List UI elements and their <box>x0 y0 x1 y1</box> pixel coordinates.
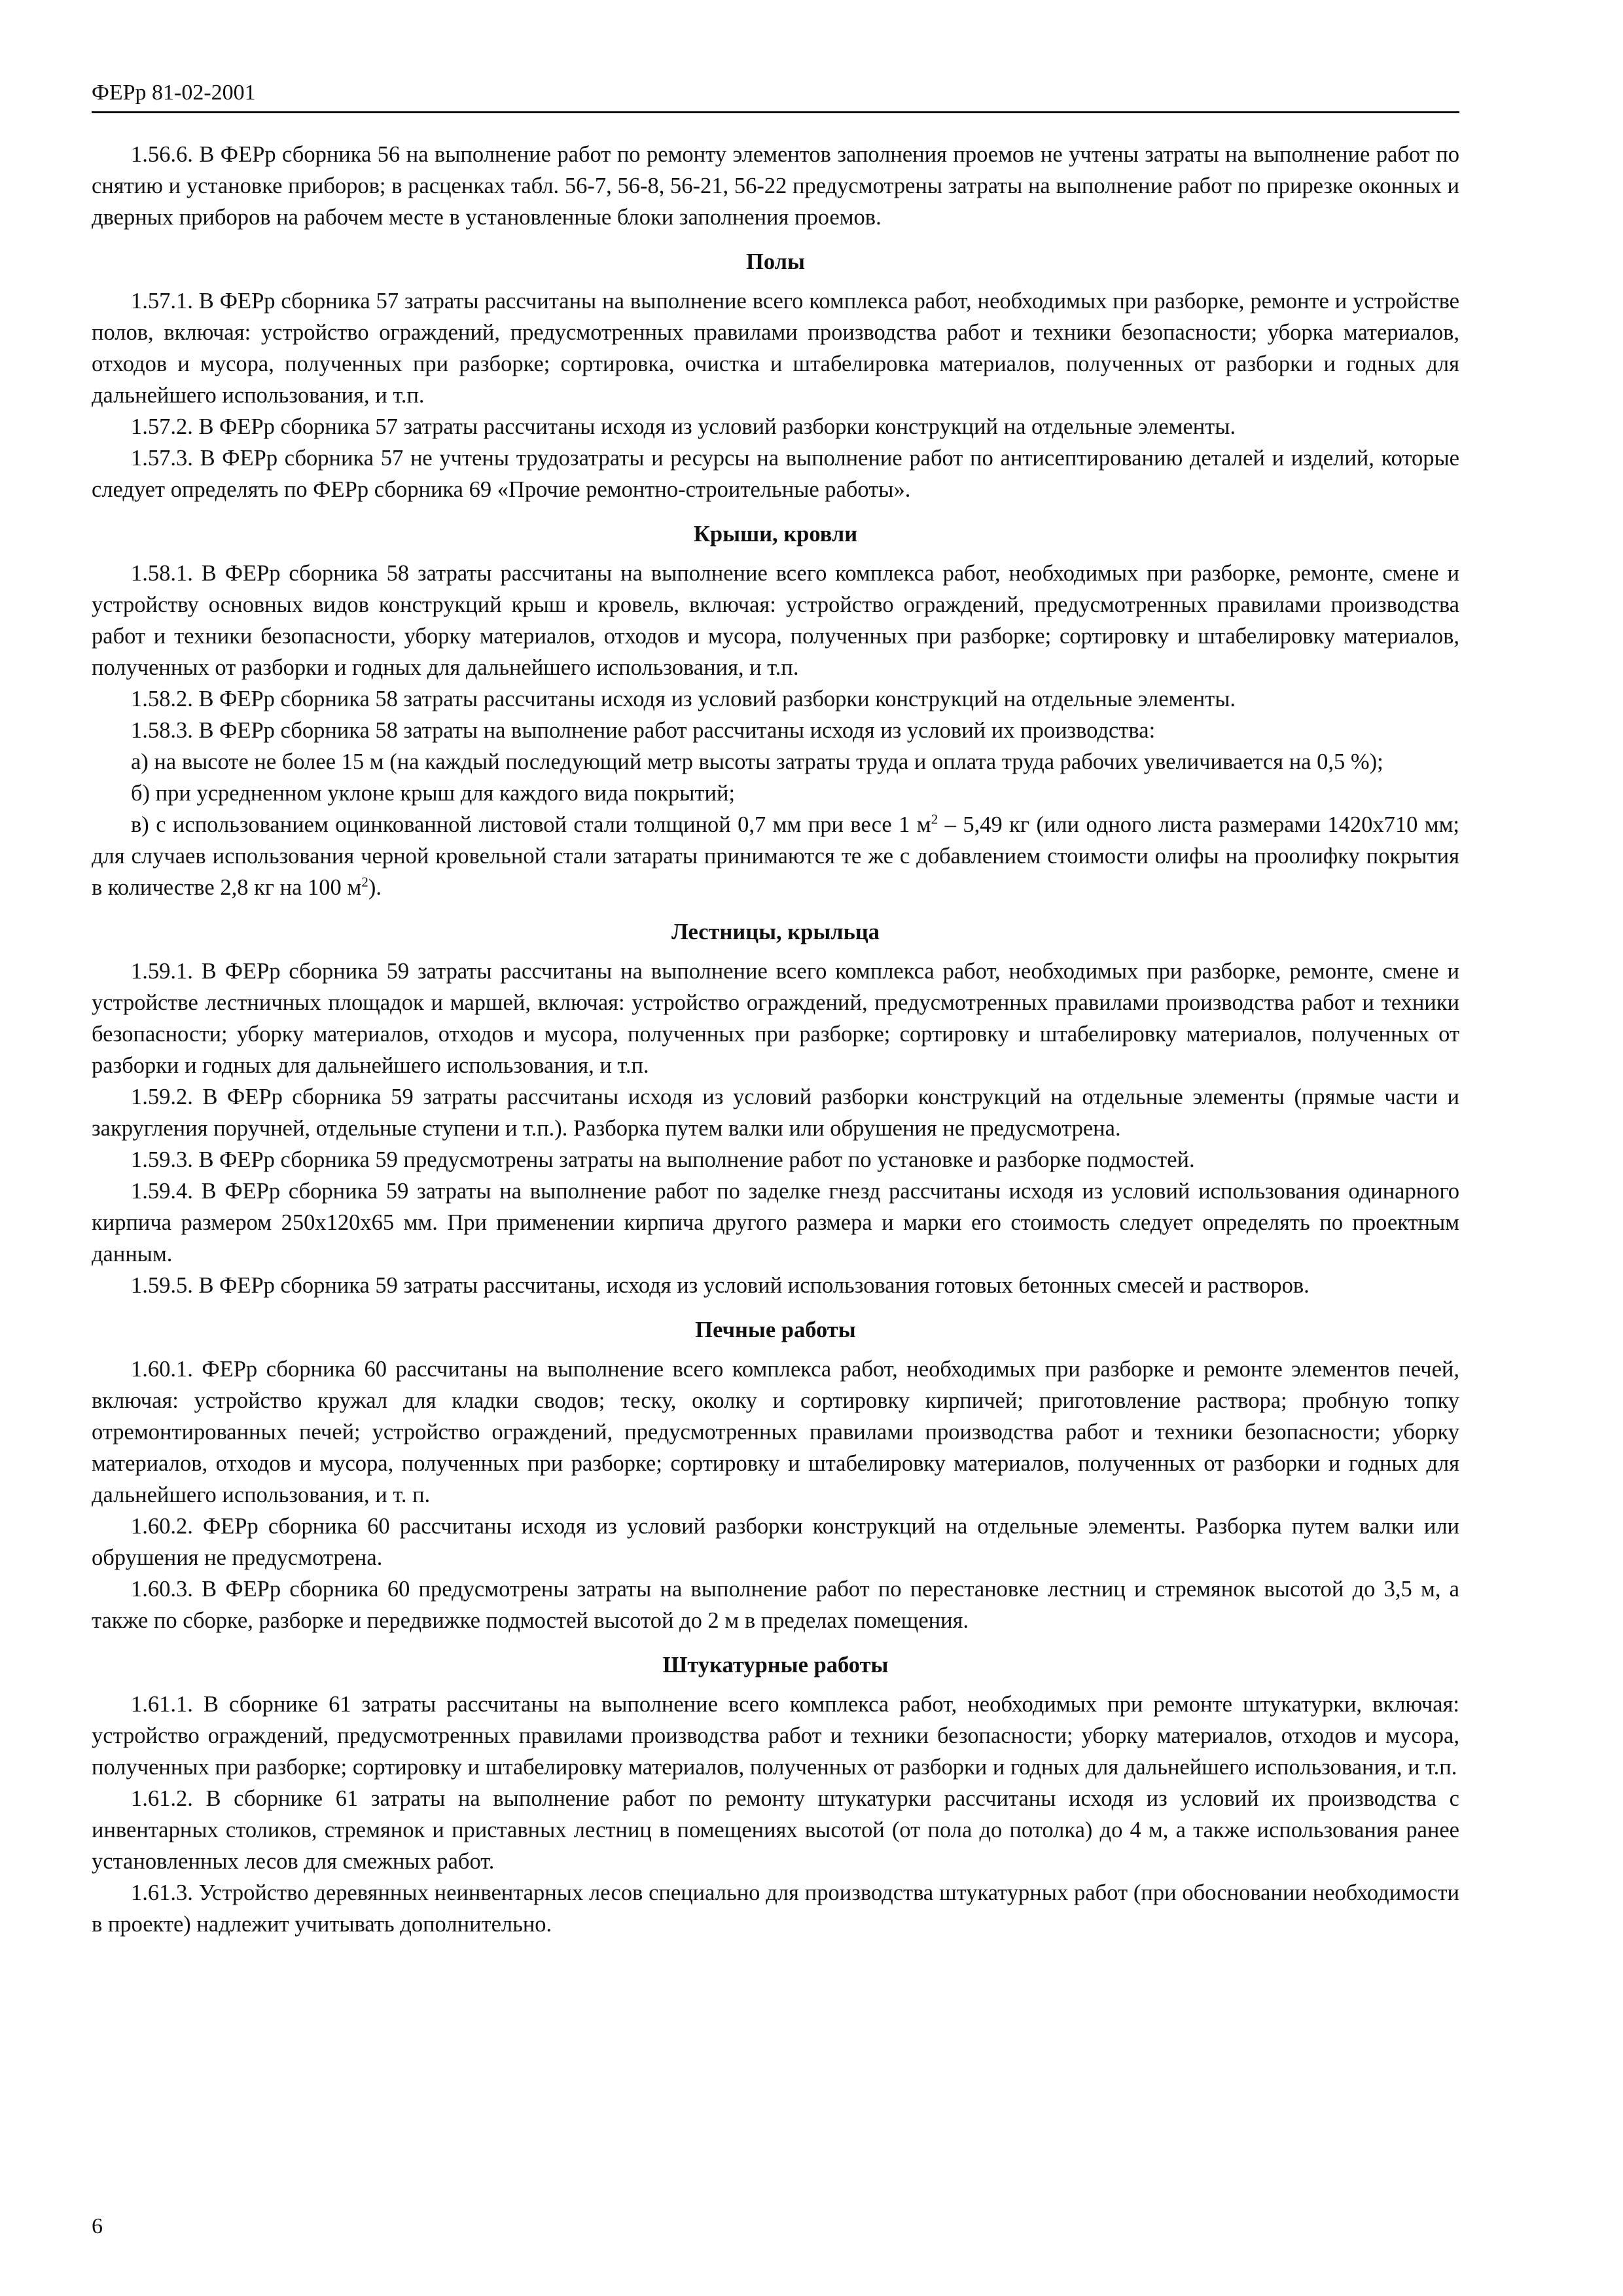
paragraph-1-59-3: 1.59.3. В ФЕРр сборника 59 предусмотрены затраты на выполнение работ по установке и разборке подмостей. <box>131 1147 1195 1172</box>
paragraph-1-58-2: 1.58.2. В ФЕРр сборника 58 затраты рассчитаны исходя из условий разборки конструкций на отдельные элементы. <box>131 687 1236 711</box>
paragraph-1-58-3-a: а) на высоте не более 15 м (на каждый последующий метр высоты затраты труда и оплата труда рабочих увеличивается на 0,5 %); <box>131 749 1383 774</box>
paragraph-1-61-1: 1.61.1. В сборнике 61 затраты рассчитаны на выполнение всего комплекса работ, необходимых при ремонте штукатурки, включая: устройство ограждений, предусмотренных правилами производства работ и техники безопасности; уборку материалов, отходов и мусора, полученных при разборке; сортировку и штабелировку материалов, полученных от разборки и годных для дальнейшего использования, и т.п. <box>92 1692 1459 1780</box>
section-title-plaster: Штукатурные работы <box>662 1653 889 1677</box>
paragraph-1-60-3: 1.60.3. В ФЕРр сборника 60 предусмотрены затраты на выполнение работ по перестановке лестниц и стремянок высотой до 3,5 м, а также по сборке, разборке и передвижке подмостей высотой до 2 м в пределах помещения. <box>92 1577 1459 1633</box>
paragraph-1-58-3-b: б) при усредненном уклоне крыш для каждого вида покрытий; <box>131 781 736 806</box>
superscript: 2 <box>931 811 938 827</box>
text-run: – 5,49 кг (или одного листа размерами 1420х710 мм; для случаев использования черной кровельной стали затараты принимаются те же с добавлением стоимости олифы на проолифку покрытия в количестве 2,8 кг на 100 м <box>92 812 1459 900</box>
text-run: в) с использованием оцинкованной листовой стали толщиной 0,7 мм при весе 1 м <box>131 812 931 837</box>
paragraph-1-58-3: 1.58.3. В ФЕРр сборника 58 затраты на выполнение работ рассчитаны исходя из условий их производства: <box>131 718 1156 743</box>
paragraph-1-57-3: 1.57.3. В ФЕРр сборника 57 не учтены трудозатраты и ресурсы на выполнение работ по антисептированию деталей и изделий, которые следует определять по ФЕРр сборника 69 «Прочие ремонтно-строительные работы». <box>92 446 1459 502</box>
section-title-roofs: Крыши, кровли <box>693 522 858 547</box>
paragraph-1-59-1: 1.59.1. В ФЕРр сборника 59 затраты рассчитаны на выполнение всего комплекса работ, необходимых при разборке, ремонте, смене и устройстве лестничных площадок и маршей, включая: устройство ограждений, предусмотренных правилами производства работ и техники безопасности; уборку материалов, отходов и мусора, полученных при разборке; сортировку и штабелировку материалов, полученных от разборки и годных для дальнейшего использования, и т.п. <box>92 959 1459 1078</box>
page-number: 6 <box>92 2214 103 2238</box>
section-title-floors: Полы <box>746 249 805 274</box>
section-title-stairs: Лестницы, крыльца <box>671 920 880 944</box>
document-body <box>92 139 1459 1940</box>
header-divider <box>92 111 1459 113</box>
paragraph-1-59-5: 1.59.5. В ФЕРр сборника 59 затраты рассчитаны, исходя из условий использования готовых бетонных смесей и растворов. <box>131 1273 1310 1298</box>
paragraph-1-61-2: 1.61.2. В сборнике 61 затраты на выполнение работ по ремонту штукатурки рассчитаны исходя из условий их производства с инвентарных столиков, стремянок и приставных лестниц в помещениях высотой (от пола до потолка) до 4 м, а также использования ранее установленных лесов для смежных работ. <box>92 1786 1459 1874</box>
paragraph-1-58-3-c <box>92 809 1459 903</box>
superscript: 2 <box>361 874 368 890</box>
document-header-code: ФЕРр 81-02-2001 <box>92 81 256 105</box>
section-title-stoves: Печные работы <box>695 1318 856 1342</box>
paragraph-1-61-3: 1.61.3. Устройство деревянных неинвентарных лесов специально для производства штукатурных работ (при обосновании необходимости в проекте) надлежит учитывать дополнительно. <box>92 1880 1459 1937</box>
paragraph-1-59-2: 1.59.2. В ФЕРр сборника 59 затраты рассчитаны исходя из условий разборки конструкций на отдельные элементы (прямые части и закругления поручней, отдельные ступени и т.п.). Разборка путем валки или обрушения не предусмотрена. <box>92 1085 1459 1141</box>
paragraph-1-56-6: 1.56.6. В ФЕРр сборника 56 на выполнение работ по ремонту элементов заполнения проемов не учтены затраты на выполнение работ по снятию и установке приборов; в расценках табл. 56-7, 56-8, 56-21, 56-22 предусмотрены затраты на выполнение работ по прирезке оконных и дверных приборов на рабочем месте в установленные блоки заполнения проемов. <box>92 142 1459 230</box>
text-run: ). <box>368 875 382 900</box>
paragraph-1-60-2: 1.60.2. ФЕРр сборника 60 рассчитаны исходя из условий разборки конструкций на отдельные элементы. Разборка путем валки или обрушения не предусмотрена. <box>92 1514 1459 1570</box>
paragraph-1-57-1: 1.57.1. В ФЕРр сборника 57 затраты рассчитаны на выполнение всего комплекса работ, необходимых при разборке, ремонте и устройстве полов, включая: устройство ограждений, предусмотренных правилами производства работ и техники безопасности; уборка материалов, отходов и мусора, полученных при разборке; сортировка, очистка и штабелировка материалов, полученных от разборки и годных для дальнейшего использования, и т.п. <box>92 289 1459 408</box>
paragraph-1-58-1: 1.58.1. В ФЕРр сборника 58 затраты рассчитаны на выполнение всего комплекса работ, необходимых при разборке, ремонте, смене и устройству основных видов конструкций крыш и кровель, включая: устройство ограждений, предусмотренных правилами производства работ и техники безопасности, уборку материалов, отходов и мусора, полученных при разборке; сортировку и штабелировку материалов, полученных от разборки и годных для дальнейшего использования, и т.п. <box>92 561 1459 680</box>
paragraph-1-59-4: 1.59.4. В ФЕРр сборника 59 затраты на выполнение работ по заделке гнезд рассчитаны исходя из условий использования одинарного кирпича размером 250х120х65 мм. При применении кирпича другого размера и марки его стоимость следует определять по проектным данным. <box>92 1179 1459 1266</box>
paragraph-1-57-2: 1.57.2. В ФЕРр сборника 57 затраты рассчитаны исходя из условий разборки конструкций на отдельные элементы. <box>131 414 1236 439</box>
paragraph-1-60-1: 1.60.1. ФЕРр сборника 60 рассчитаны на выполнение всего комплекса работ, необходимых при разборке и ремонте элементов печей, включая: устройство кружал для кладки сводов; теску, околку и сортировку кирпичей; приготовление раствора; пробную топку отремонтированных печей; устройство ограждений, предусмотренных правилами производства работ и техники безопасности; уборку материалов, отходов и мусора, полученных при разборке; сортировку и штабелировку материалов, полученных от разборки и годных для дальнейшего использования, и т. п. <box>92 1357 1459 1507</box>
